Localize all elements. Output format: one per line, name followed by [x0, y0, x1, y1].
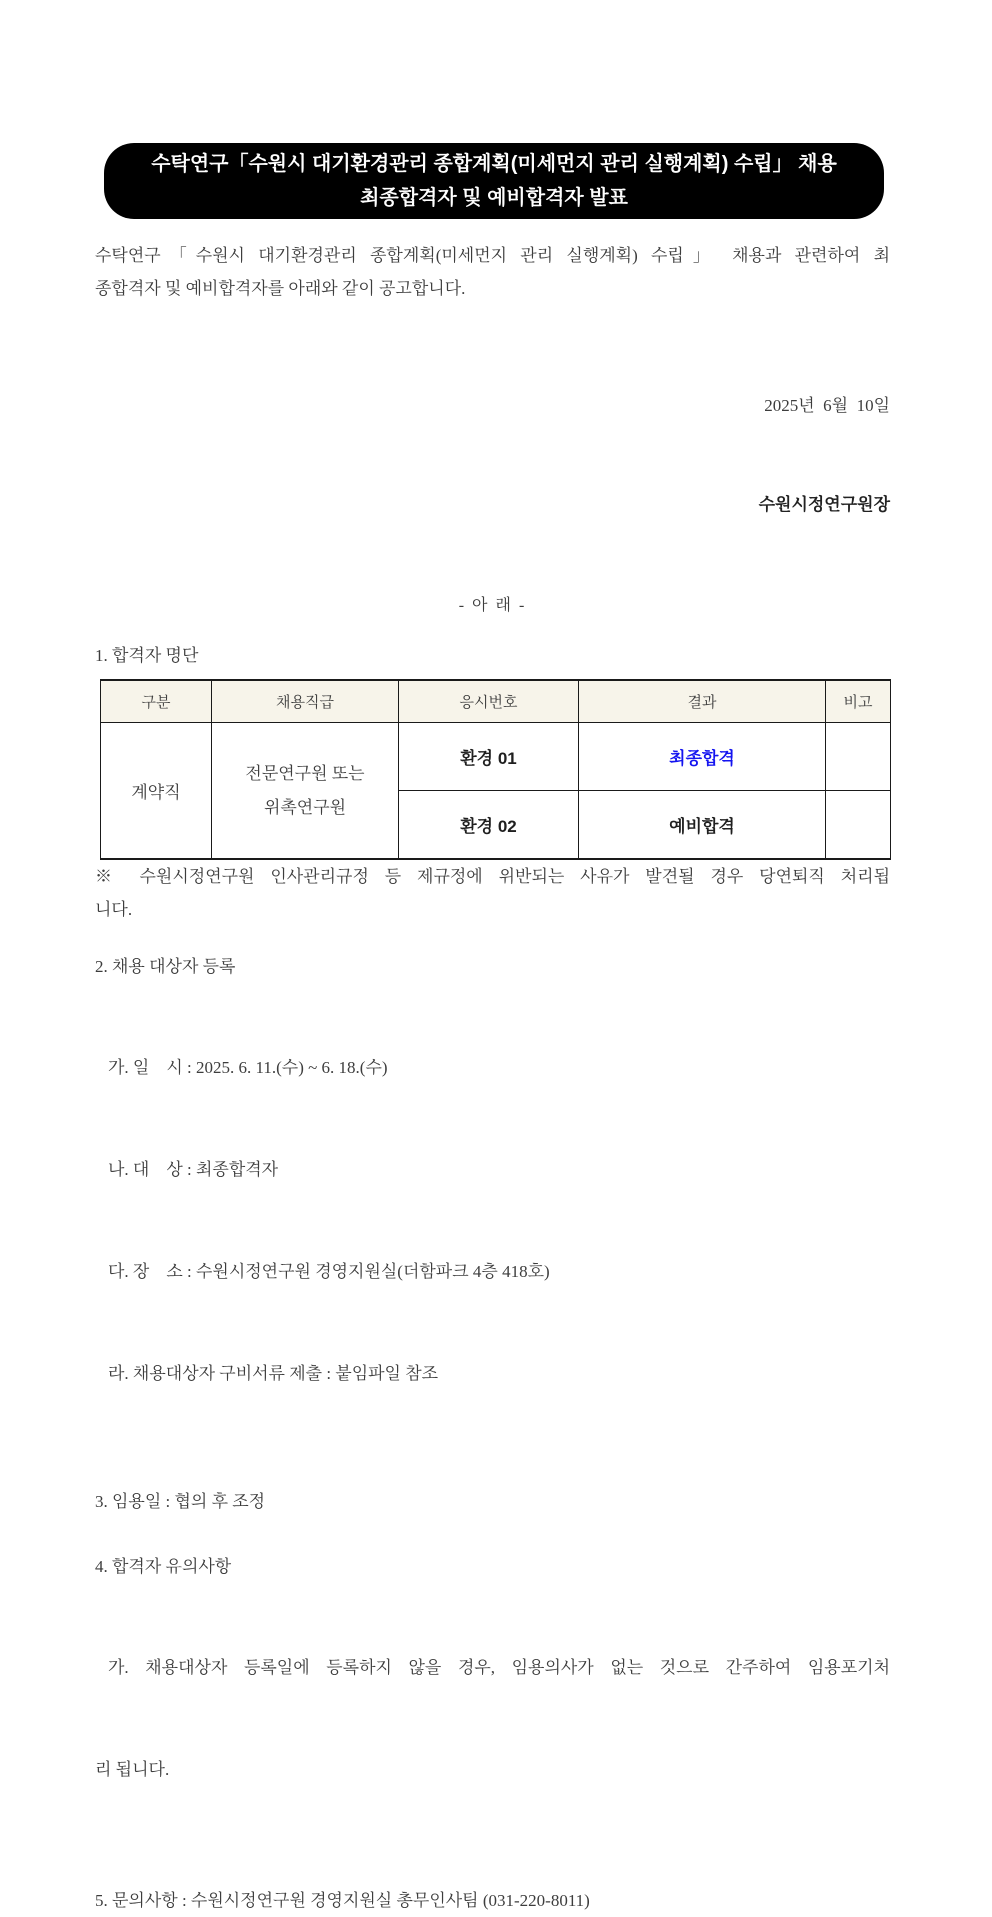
section4-item-line-1: 가. 채용대상자 등록일에 등록하지 않을 경우, 임용의사가 없는 것으로 간주하여 임용포기처 — [108, 1658, 890, 1677]
header-remark: 비고 — [826, 680, 891, 723]
section2-item-date: 가. 일 시 : 2025. 6. 11.(수) ~ 6. 18.(수) — [108, 1058, 388, 1077]
announcement-date: 2025년 6월 10일 — [764, 396, 890, 415]
section2-items — [95, 983, 890, 1459]
position-line-1: 전문연구원 또는 — [245, 763, 365, 783]
section4-item-line-2: 리 됩니다. — [95, 1760, 170, 1779]
cell-result-1: 최종합격 — [579, 723, 826, 791]
section4-heading: 4. 합격자 유의사항 — [95, 1557, 232, 1576]
section3-heading: 3. 임용일 : 협의 후 조정 — [95, 1492, 266, 1511]
cell-result-2: 예비합격 — [579, 791, 826, 860]
intro-line-2: 종합격자 및 예비합격자를 아래와 같이 공고합니다. — [95, 279, 466, 298]
intro-paragraph — [95, 239, 890, 305]
section4-item — [95, 1583, 890, 1855]
section1-heading: 1. 합격자 명단 — [95, 646, 199, 665]
below-divider: - 아 래 - — [458, 597, 527, 614]
intro-line-1: 수탁연구「수원시 대기환경관리 종합계획(미세먼지 관리 실행계획) 수립」 채용과 관련하여 최 — [95, 246, 890, 265]
cell-remark-2 — [826, 791, 891, 860]
signer-title: 수원시정연구원장 — [758, 495, 890, 514]
footnote-line-2: 니다. — [95, 900, 133, 919]
cell-remark-1 — [826, 723, 891, 791]
header-result: 결과 — [579, 680, 826, 723]
section5-heading: 5. 문의사항 : 수원시정연구원 경영지원실 총무인사팀 (031-220-8011) — [95, 1891, 590, 1910]
table-header-row — [101, 680, 891, 723]
date-signature-block — [95, 323, 890, 587]
announcement-document — [0, 143, 992, 1910]
position-line-2: 위촉연구원 — [263, 797, 347, 817]
table-row — [101, 723, 891, 791]
header-category: 구분 — [101, 680, 212, 723]
section2-heading: 2. 채용 대상자 등록 — [95, 957, 236, 976]
footnote-line-1: ※ 수원시정연구원 인사관리규정 등 제규정에 위반되는 사유가 발견될 경우 당연퇴직 처리됩 — [95, 867, 890, 886]
title-line-1: 수탁연구「수원시 대기환경관리 종합계획(미세먼지 관리 실행계획) 수립」 채용 — [151, 153, 837, 175]
section2-item-target: 나. 대 상 : 최종합격자 — [108, 1160, 279, 1179]
cell-category: 계약직 — [101, 723, 212, 860]
header-position: 채용직급 — [212, 680, 399, 723]
header-exam-no: 응시번호 — [399, 680, 579, 723]
section2-item-documents: 라. 채용대상자 구비서류 제출 : 붙임파일 참조 — [108, 1364, 439, 1383]
section2-item-place: 다. 장 소 : 수원시정연구원 경영지원실(더함파크 4층 418호) — [108, 1262, 550, 1281]
table-footnote — [95, 860, 890, 926]
cell-exam-no-2: 환경 02 — [399, 791, 579, 860]
title-banner — [104, 143, 884, 219]
cell-exam-no-1: 환경 01 — [399, 723, 579, 791]
cell-position — [212, 723, 399, 860]
pass-results-table — [100, 679, 891, 860]
title-line-2: 최종합격자 및 예비합격자 발표 — [360, 187, 628, 209]
